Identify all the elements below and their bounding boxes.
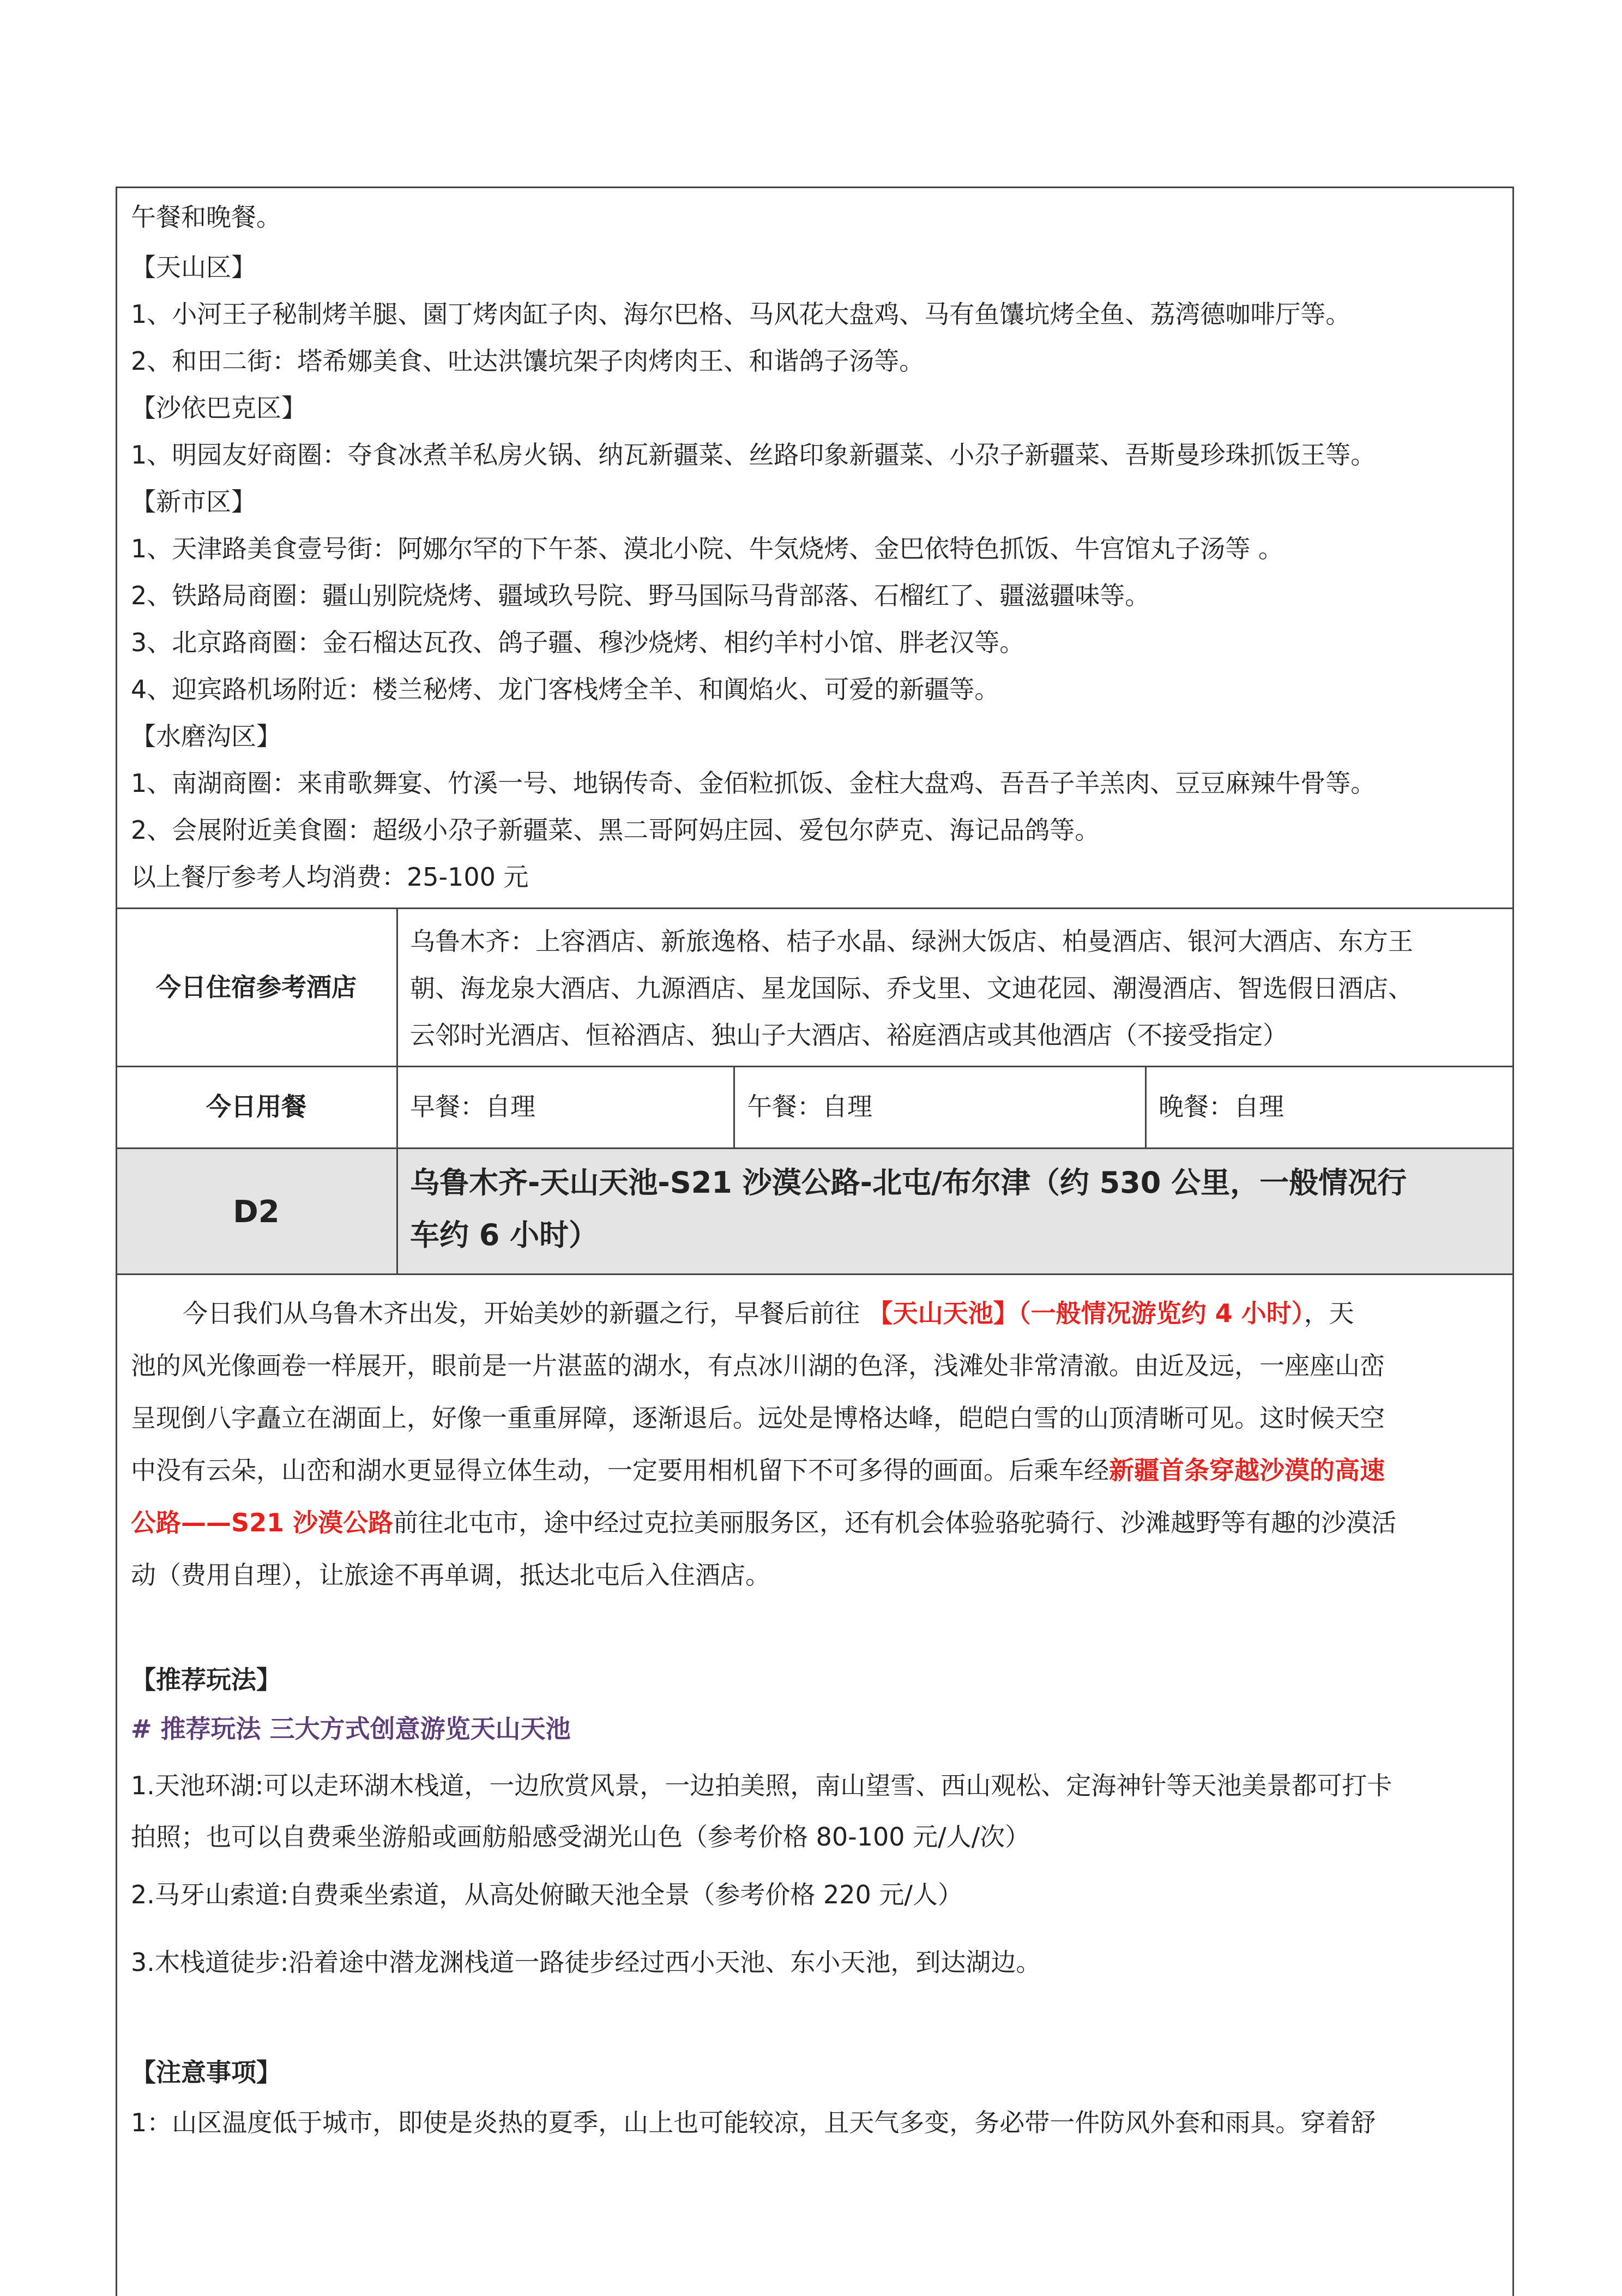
column-divider [733, 1066, 735, 1147]
notes-title: 【注意事项】 [131, 2058, 281, 2087]
restaurant-item: 1、明园友好商圈：夺食冰煮羊私房火锅、纳瓦新疆菜、丝路印象新疆菜、小尕子新疆菜、吾斯曼珍珠抓饭王等。 [131, 440, 1376, 470]
description-line: 动（费用自理），让旅途不再单调，抵达北屯后入住酒店。 [131, 1560, 770, 1590]
district-title-shuimogou: 【水磨沟区】 [131, 722, 281, 751]
meal-dinner: 晚餐：自理 [1159, 1092, 1284, 1121]
restaurant-item: 2、铁路局商圈：疆山别院烧烤、疆域玖号院、野马国际马背部落、石榴红了、疆滋疆味等。 [131, 581, 1150, 610]
recommend-item: 拍照；也可以自费乘坐游船或画舫船感受湖光山色（参考价格 80-100 元/人/次） [131, 1822, 1030, 1852]
restaurants-intro: 午餐和晚餐。 [131, 202, 281, 232]
column-divider [396, 907, 398, 1066]
column-divider [396, 1066, 398, 1147]
restaurant-price: 以上餐厅参考人均消费：25-100 元 [131, 862, 529, 892]
restaurant-item: 2、会展附近美食圈：超级小尕子新疆菜、黑二哥阿妈庄园、爱包尔萨克、海记品鸽等。 [131, 815, 1100, 845]
row-divider [116, 1273, 1514, 1275]
restaurant-item: 4、迎宾路机场附近：楼兰秘烤、龙门客栈烤全羊、和阗焰火、可爱的新疆等。 [131, 675, 1000, 704]
description-line: 今日我们从乌鲁木齐出发，开始美妙的新疆之行，早餐后前往 【天山天池】（一般情况游览约 4 小时），天 [183, 1299, 1354, 1328]
day-number: D2 [233, 1194, 280, 1230]
highlight-s21: 公路——S21 沙漠公路 [131, 1508, 394, 1537]
recommend-subtitle: # 推荐玩法 三大方式创意游览天山天池 [131, 1714, 571, 1744]
district-title-xinshi: 【新市区】 [131, 487, 256, 516]
highlight-tianchi: 【天山天池】（一般情况游览约 4 小时） [867, 1299, 1304, 1328]
hotel-label: 今日住宿参考酒店 [156, 972, 357, 1002]
day-title-line: 车约 6 小时） [410, 1218, 599, 1252]
meal-lunch: 午餐：自理 [747, 1092, 872, 1121]
recommend-item: 3.木栈道徒步:沿着途中潜龙渊栈道一路徒步经过西小天池、东小天池，到达湖边。 [131, 1948, 1041, 1977]
highlight-highway: 新疆首条穿越沙漠的高速 [1109, 1456, 1385, 1485]
hotel-list-line: 云邻时光酒店、恒裕酒店、独山子大酒店、裕庭酒店或其他酒店（不接受指定） [410, 1020, 1288, 1050]
hotel-list-line: 朝、海龙泉大酒店、九源酒店、星龙国际、乔戈里、文迪花园、潮漫酒店、智选假日酒店、 [410, 973, 1413, 1003]
restaurant-item: 3、北京路商圈：金石榴达瓦孜、鸽子疆、穆沙烧烤、相约羊村小馆、胖老汉等。 [131, 628, 1025, 657]
restaurant-item: 1、天津路美食壹号街：阿娜尔罕的下午茶、漠北小院、牛気烧烤、金巴依特色抓饭、牛宫馆丸子汤等 。 [131, 534, 1283, 563]
recommend-item: 2.马牙山索道:自费乘坐索道，从高处俯瞰天池全景（参考价格 220 元/人） [131, 1880, 963, 1909]
restaurant-item: 1、小河王子秘制烤羊腿、園丁烤肉缸子肉、海尔巴格、马风花大盘鸡、马有鱼馕坑烤全鱼、荔湾德咖啡厅等。 [131, 299, 1351, 329]
row-divider [116, 907, 1514, 909]
notes-item: 1：山区温度低于城市，即使是炎热的夏季，山上也可能较凉，且天气多变，务必带一件防风外套和雨具。穿着舒 [131, 2108, 1376, 2137]
meal-breakfast: 早餐：自理 [410, 1092, 535, 1121]
day-title-line: 乌鲁木齐-天山天池-S21 沙漠公路-北屯/布尔津（约 530 公里，一般情况行 [410, 1165, 1407, 1200]
column-divider [396, 1147, 398, 1275]
recommend-title: 【推荐玩法】 [131, 1665, 281, 1694]
row-divider [116, 1066, 1514, 1067]
description-line: 呈现倒八字矗立在湖面上，好像一重重屏障，逐渐退后。远处是博格达峰，皑皑白雪的山顶清晰可见。这时候天空 [131, 1403, 1385, 1433]
description-line: 池的风光像画卷一样展开，眼前是一片湛蓝的湖水，有点冰川湖的色泽，浅滩处非常清澈。由近及远，一座座山峦 [131, 1351, 1385, 1380]
hotel-list-line: 乌鲁木齐：上容酒店、新旅逸格、桔子水晶、绿洲大饭店、柏曼酒店、银河大酒店、东方王 [410, 927, 1413, 956]
description-line: 公路——S21 沙漠公路前往北屯市，途中经过克拉美丽服务区，还有机会体验骆驼骑行、沙滩越野等有趣的沙漠活 [131, 1508, 1397, 1537]
district-title-tianshan: 【天山区】 [131, 253, 256, 282]
restaurant-item: 2、和田二街：塔希娜美食、吐达洪馕坑架子肉烤肉王、和谐鸽子汤等。 [131, 346, 925, 376]
restaurant-item: 1、南湖商圈：来甫歌舞宴、竹溪一号、地锅传奇、金佰粒抓饭、金柱大盘鸡、吾吾子羊羔肉、豆豆麻辣牛骨等。 [131, 768, 1376, 798]
recommend-item: 1.天池环湖:可以走环湖木栈道，一边欣赏风景，一边拍美照，南山望雪、西山观松、定海神针等天池美景都可打卡 [131, 1771, 1392, 1800]
district-title-shayibake: 【沙依巴克区】 [131, 393, 306, 423]
meals-label: 今日用餐 [206, 1092, 306, 1121]
column-divider [1145, 1066, 1147, 1147]
description-line: 中没有云朵，山峦和湖水更显得立体生动，一定要用相机留下不可多得的画面。后乘车经新疆首条穿越沙漠的高速 [131, 1456, 1385, 1485]
